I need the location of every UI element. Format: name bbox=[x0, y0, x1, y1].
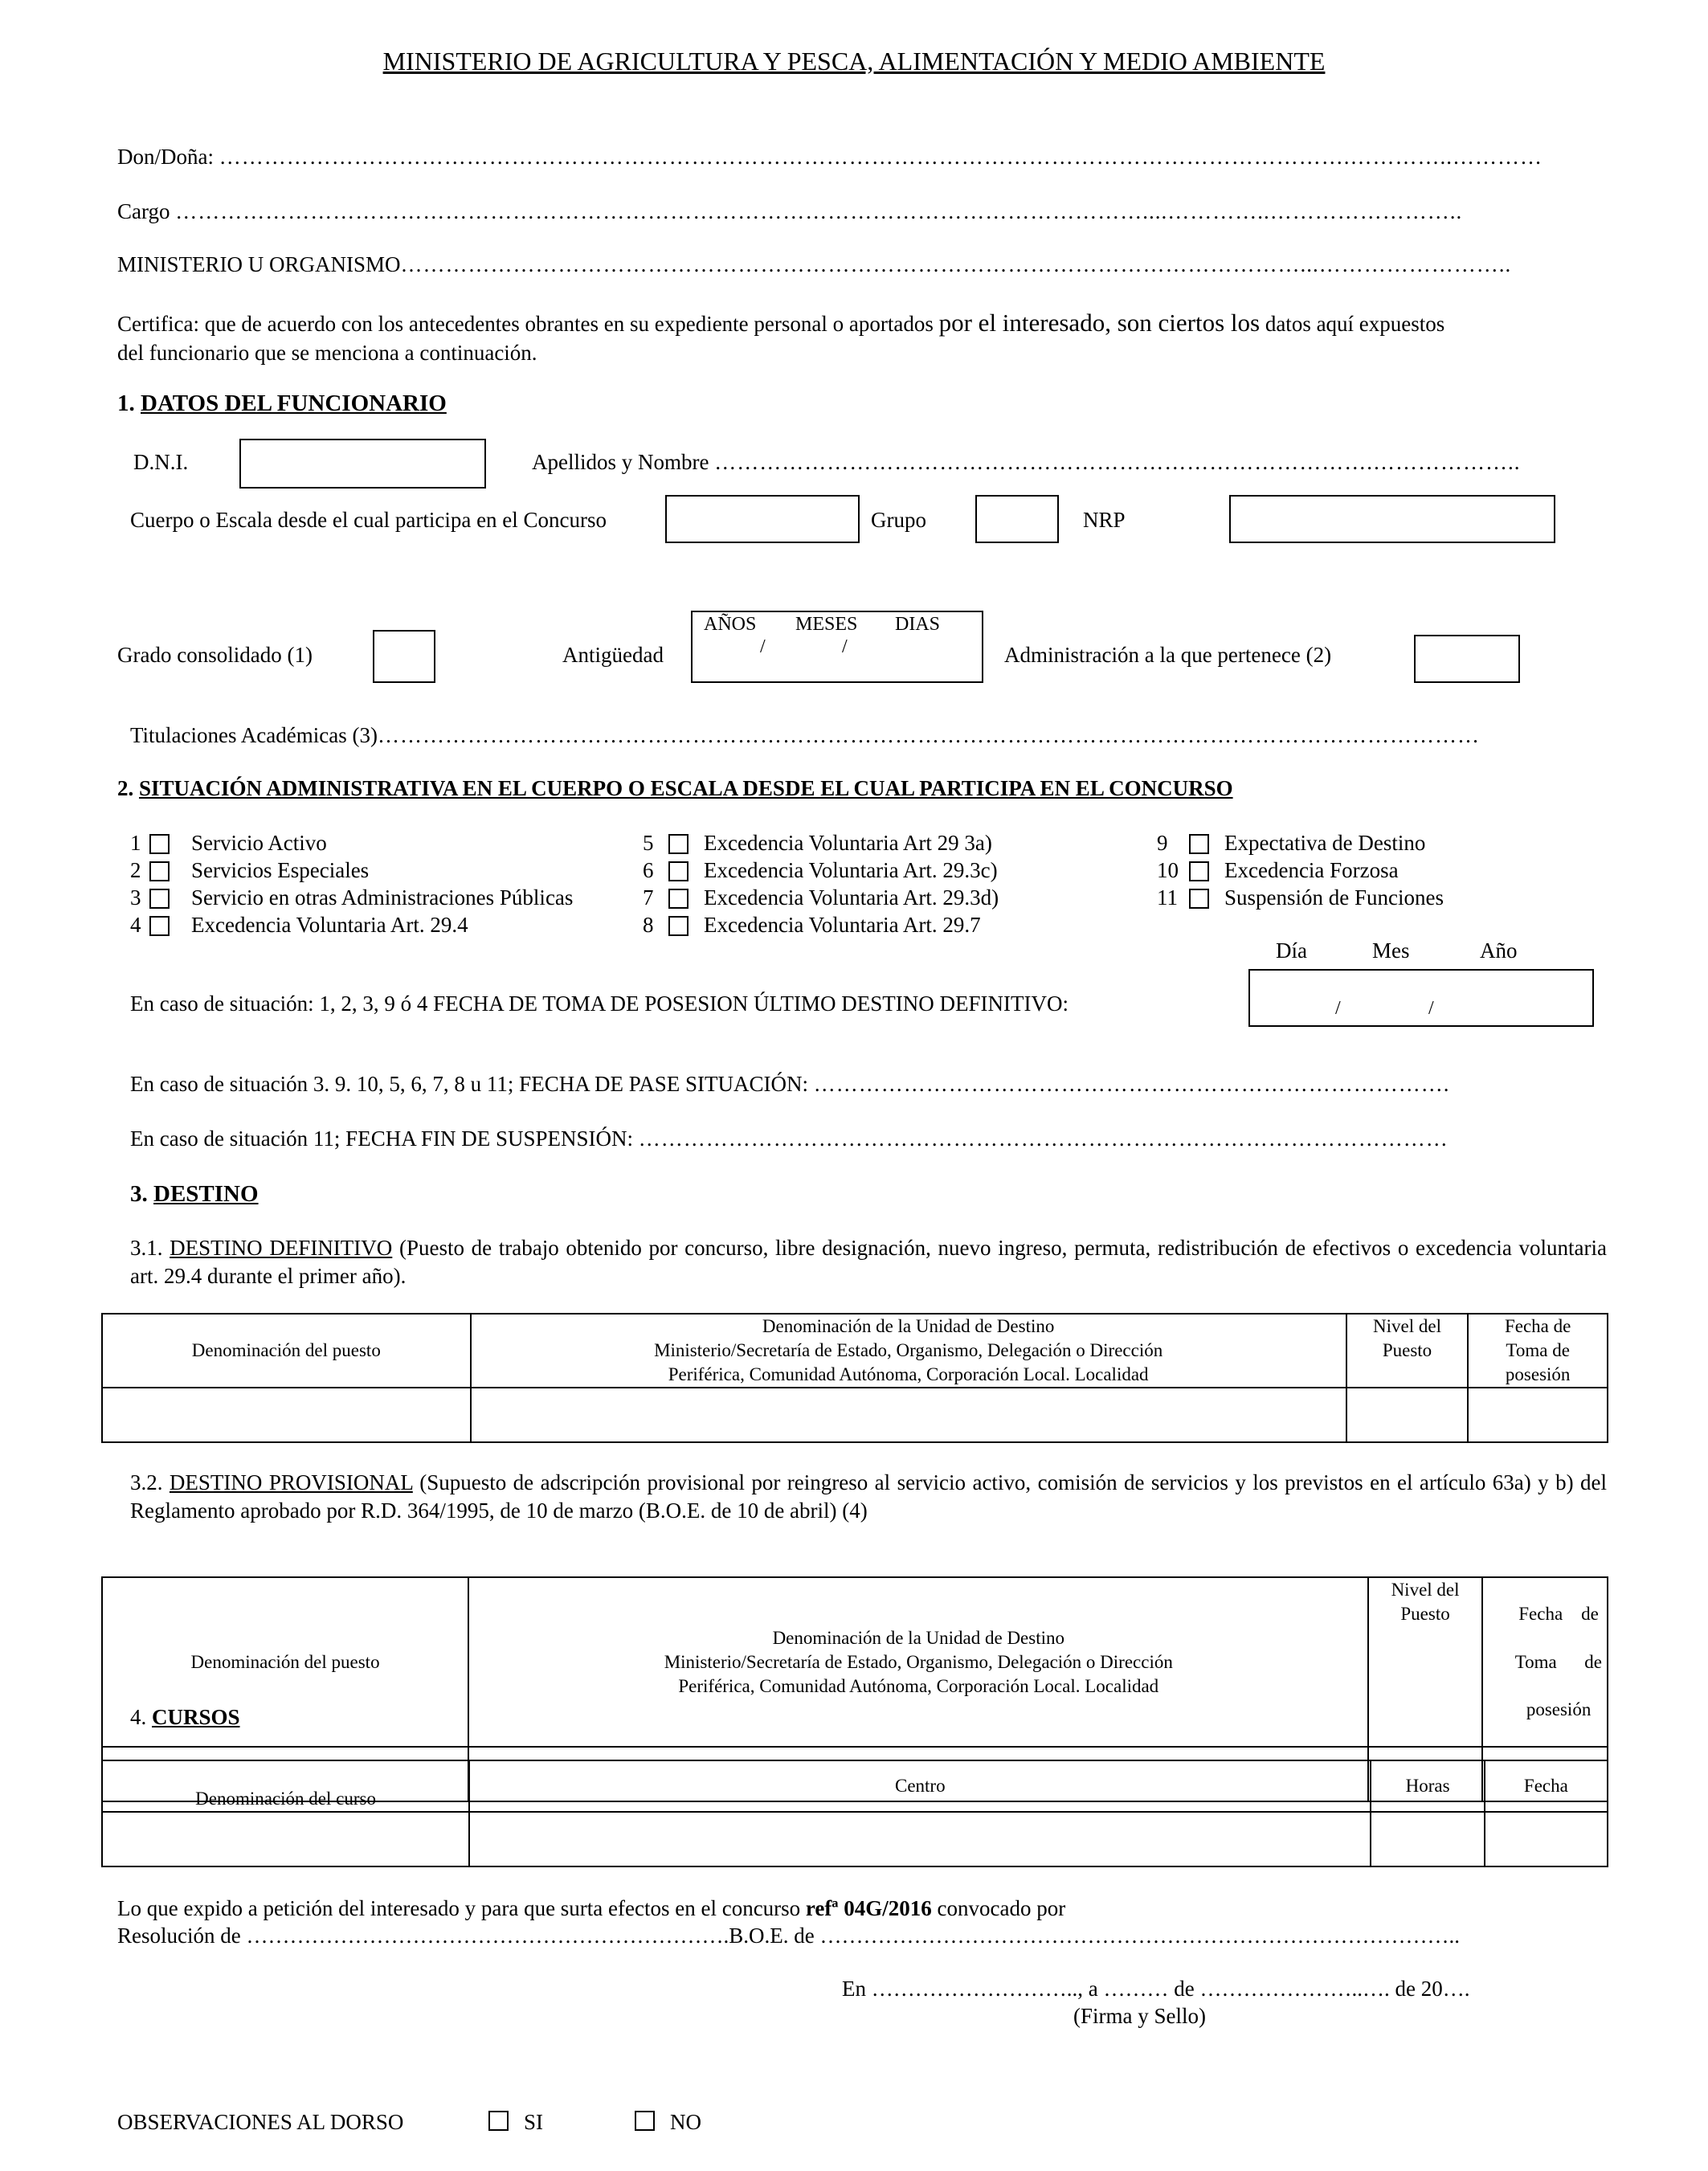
don-field[interactable]: …………………………………………………………………………………………………………………………………….…………..………… bbox=[219, 145, 1543, 169]
col-puesto: Denominación del puesto bbox=[102, 1577, 468, 1747]
situacion-checkbox[interactable] bbox=[1189, 889, 1209, 909]
situacion-label: Excedencia Voluntaria Art. 29.4 bbox=[191, 913, 468, 937]
situacion-number: 1 bbox=[130, 831, 141, 855]
cargo-label: Cargo bbox=[117, 199, 170, 223]
destino-provisional-text: 3.2. DESTINO PROVISIONAL (Supuesto de adscripción provisional por reingreso al servicio activo, comisión de servicios y los previstos en el artículo 63a) y b) del Reglamento aprobado por R.D. 364/1995, de 10 de marzo (B.O.E. de 10 de abril) (4) bbox=[130, 1470, 1607, 1523]
cargo-field[interactable]: …………………………………………………………………………………………………………………....…………..…………………….. bbox=[175, 199, 1463, 223]
no-checkbox[interactable] bbox=[635, 2111, 655, 2131]
cell-unidad[interactable] bbox=[471, 1388, 1346, 1442]
col-fecha: Fecha de Toma de posesión bbox=[1468, 1314, 1608, 1388]
cell-fecha[interactable] bbox=[1485, 1812, 1608, 1866]
antiguedad-label: Antigüedad bbox=[562, 643, 664, 667]
cell-horas[interactable] bbox=[1371, 1812, 1484, 1866]
destino-definitivo-text: 3.1. DESTINO DEFINITIVO (Puesto de trabajo obtenido por concurso, libre designación, nuevo ingreso, permuta, redistribución de efectivos o excedencia voluntaria art. 29.4 durante el primer año). bbox=[130, 1236, 1608, 1289]
cuerpo-input[interactable] bbox=[665, 495, 860, 543]
situacion-label: Excedencia Voluntaria Art 29 3a) bbox=[704, 831, 992, 855]
cell-curso[interactable] bbox=[102, 1812, 469, 1866]
si-label: SI bbox=[524, 2110, 544, 2134]
situacion-label: Expectativa de Destino bbox=[1224, 831, 1426, 855]
dia-label: Día bbox=[1276, 938, 1307, 963]
col-nivel: Nivel del Puesto bbox=[1368, 1577, 1481, 1747]
ano-label: Año bbox=[1480, 938, 1518, 963]
situacion-number: 6 bbox=[643, 858, 654, 882]
situacion-number: 7 bbox=[643, 885, 654, 910]
administracion-input[interactable] bbox=[1414, 635, 1520, 683]
grupo-input[interactable] bbox=[975, 495, 1059, 543]
meses-label: MESES bbox=[795, 614, 858, 635]
don-line bbox=[117, 145, 1543, 170]
table-row bbox=[102, 1812, 1608, 1866]
no-label: NO bbox=[670, 2110, 701, 2134]
situacion-checkbox[interactable] bbox=[668, 834, 689, 854]
situacion-number: 4 bbox=[130, 913, 141, 937]
col-unidad: Denominación de la Unidad de Destino Ministerio/Secretaría de Estado, Organismo, Delegación o Dirección Periférica, Comunidad Autónoma, Corporación Local. Localidad bbox=[468, 1577, 1368, 1747]
fecha-toma-label: En caso de situación: 1, 2, 3, 9 ó 4 FECHA DE TOMA DE POSESION ÚLTIMO DESTINO DEFINITIVO: bbox=[130, 991, 1069, 1016]
situacion-checkbox[interactable] bbox=[149, 889, 170, 909]
table-row bbox=[102, 1388, 1608, 1442]
cell-fecha[interactable] bbox=[1468, 1388, 1608, 1442]
situacion-checkbox[interactable] bbox=[149, 861, 170, 881]
grado-input[interactable] bbox=[373, 630, 435, 683]
situacion-number: 2 bbox=[130, 858, 141, 882]
col-nivel: Nivel del Puesto bbox=[1346, 1314, 1469, 1388]
ministerio-label: MINISTERIO U ORGANISMO bbox=[117, 252, 401, 276]
situacion-checkbox[interactable] bbox=[1189, 861, 1209, 881]
fecha-fin-line: En caso de situación 11; FECHA FIN DE SUSPENSIÓN: ……………………………………………………………………………………………… bbox=[130, 1126, 1449, 1151]
don-label: Don/Doña: bbox=[117, 145, 214, 169]
observaciones-label: OBSERVACIONES AL DORSO bbox=[117, 2110, 404, 2134]
situacion-number: 11 bbox=[1157, 885, 1178, 910]
ministerio-line bbox=[117, 252, 1511, 277]
situacion-label: Servicio Activo bbox=[191, 831, 327, 855]
situacion-number: 5 bbox=[643, 831, 654, 855]
cuerpo-label: Cuerpo o Escala desde el cual participa en el Concurso bbox=[130, 508, 607, 532]
situacion-checkbox[interactable] bbox=[1189, 834, 1209, 854]
dni-label: D.N.I. bbox=[133, 450, 189, 474]
section4-heading: 4. CURSOS bbox=[130, 1705, 240, 1729]
apellidos-field[interactable]: …………………………………………………………………………….……………….. bbox=[714, 450, 1521, 474]
situacion-number: 3 bbox=[130, 885, 141, 910]
titulaciones-field[interactable]: ………………………………………………………………………………………………………………………………… bbox=[377, 723, 1480, 747]
cell-puesto[interactable] bbox=[102, 1388, 471, 1442]
situacion-label: Suspensión de Funciones bbox=[1224, 885, 1444, 910]
situacion-number: 8 bbox=[643, 913, 654, 937]
cell-centro[interactable] bbox=[469, 1812, 1371, 1866]
situacion-label: Servicio en otras Administraciones Públicas bbox=[191, 885, 574, 910]
slash-3: / bbox=[1335, 998, 1341, 1019]
situacion-label: Servicios Especiales bbox=[191, 858, 370, 882]
col-horas: Horas bbox=[1371, 1760, 1484, 1812]
expido-line: Lo que expido a petición del interesado y para que surta efectos en el concurso refª 04G/2016 convocado por bbox=[117, 1896, 1066, 1920]
grado-label: Grado consolidado (1) bbox=[117, 643, 313, 667]
col-unidad: Denominación de la Unidad de Destino Ministerio/Secretaría de Estado, Organismo, Delegación o Dirección Periférica, Comunidad Autónoma, Corporación Local. Localidad bbox=[471, 1314, 1346, 1388]
fecha-toma-input[interactable] bbox=[1248, 969, 1594, 1027]
situacion-checkbox[interactable] bbox=[149, 916, 170, 936]
ministerio-field[interactable]: …………………………………………………………………………………………………………...…………………….. bbox=[400, 252, 1512, 276]
cursos-table bbox=[101, 1760, 1608, 1867]
section1-heading: 1. DATOS DEL FUNCIONARIO bbox=[117, 390, 447, 416]
col-curso: Denominación del curso bbox=[102, 1760, 469, 1812]
situacion-number: 9 bbox=[1157, 831, 1168, 855]
apellidos-line: Apellidos y Nombre …………………………………………………………………………….……………….. bbox=[532, 450, 1521, 474]
situacion-label: Excedencia Forzosa bbox=[1224, 858, 1399, 882]
cell-nivel[interactable] bbox=[1346, 1388, 1469, 1442]
col-fecha: Fecha bbox=[1485, 1760, 1608, 1812]
table-header-row bbox=[102, 1760, 1608, 1812]
slash-4: / bbox=[1428, 998, 1434, 1019]
resolucion-line[interactable]: Resolución de ………………………………………………………….B.O.E. de …………………………………………………………………………….. bbox=[117, 1924, 1460, 1948]
situacion-checkbox[interactable] bbox=[668, 861, 689, 881]
titulaciones-line: Titulaciones Académicas (3)………………………………………………………………………………………………………………………………… bbox=[130, 723, 1480, 747]
col-centro: Centro bbox=[469, 1760, 1371, 1812]
grupo-label: Grupo bbox=[871, 508, 926, 532]
fecha-pase-line: En caso de situación 3. 9. 10, 5, 6, 7, 8 u 11; FECHA DE PASE SITUACIÓN: …………………………………………………………………………. bbox=[130, 1072, 1450, 1096]
destino-definitivo-table bbox=[101, 1313, 1608, 1443]
situacion-number: 10 bbox=[1157, 858, 1179, 882]
situacion-label: Excedencia Voluntaria Art. 29.7 bbox=[704, 913, 981, 937]
antiguedad-input[interactable] bbox=[691, 611, 983, 683]
mes-label: Mes bbox=[1372, 938, 1410, 963]
col-puesto: Denominación del puesto bbox=[102, 1314, 471, 1388]
si-checkbox[interactable] bbox=[488, 2111, 509, 2131]
en-line[interactable]: En ……………………….., a ……… de …………………..…. de 20…. bbox=[842, 1977, 1470, 2001]
anos-label: AÑOS bbox=[704, 614, 757, 635]
dni-input[interactable] bbox=[239, 439, 486, 489]
slash-2: / bbox=[842, 636, 848, 657]
slash-1: / bbox=[760, 636, 766, 657]
certifica-text: Certifica: que de acuerdo con los antecedentes obrantes en su expediente personal o aportados por el interesado, son ciertos los datos aquí expuestos del funcionario que se menciona a continuación. bbox=[117, 309, 1445, 365]
situacion-checkbox[interactable] bbox=[668, 889, 689, 909]
fecha-pase-field[interactable]: …………………………………………………………………………. bbox=[813, 1072, 1450, 1096]
situacion-label: Excedencia Voluntaria Art. 29.3d) bbox=[704, 885, 999, 910]
section3-heading: 3. DESTINO bbox=[130, 1181, 259, 1207]
cargo-line bbox=[117, 199, 1462, 224]
page-title: MINISTERIO DE AGRICULTURA Y PESCA, ALIMENTACIÓN Y MEDIO AMBIENTE bbox=[382, 47, 1326, 76]
dias-label: DIAS bbox=[895, 614, 941, 635]
situacion-checkbox[interactable] bbox=[149, 834, 170, 854]
nrp-input[interactable] bbox=[1229, 495, 1555, 543]
situacion-label: Excedencia Voluntaria Art. 29.3c) bbox=[704, 858, 998, 882]
administracion-label: Administración a la que pertenece (2) bbox=[1004, 643, 1332, 667]
table-header-row bbox=[102, 1314, 1608, 1388]
section2-heading: 2. SITUACIÓN ADMINISTRATIVA EN EL CUERPO O ESCALA DESDE EL CUAL PARTICIPA EN EL CONCURSO bbox=[117, 776, 1233, 800]
table-header-row bbox=[102, 1577, 1608, 1747]
firma-label: (Firma y Sello) bbox=[1073, 2004, 1206, 2028]
nrp-label: NRP bbox=[1083, 508, 1126, 532]
situacion-checkbox[interactable] bbox=[668, 916, 689, 936]
col-fecha: Fecha de Toma de posesión bbox=[1482, 1577, 1608, 1747]
fecha-fin-field[interactable]: ……………………………………………………………………………………………… bbox=[638, 1126, 1449, 1151]
